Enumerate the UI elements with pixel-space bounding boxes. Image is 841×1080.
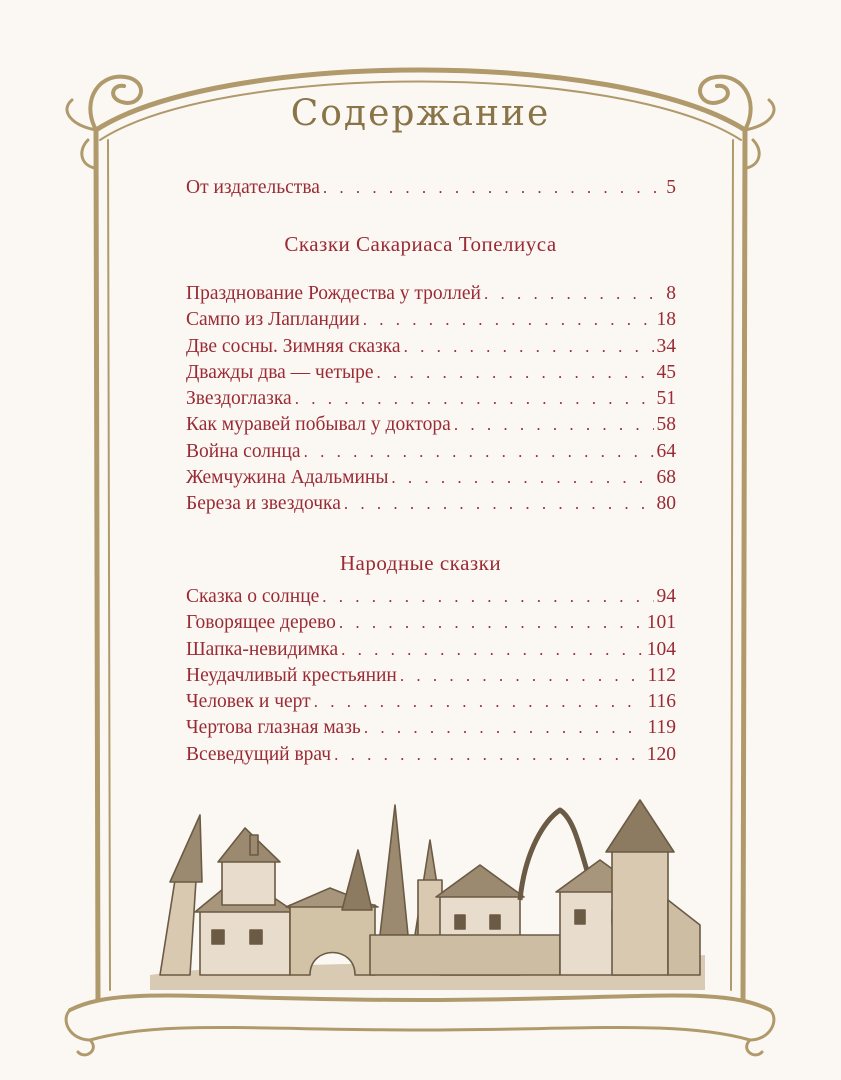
toc-entry-title: Береза и звездочка: [186, 493, 341, 515]
toc-intro: [186, 175, 676, 201]
toc-entry-title: Чертова глазная мазь: [186, 717, 361, 739]
toc-entry-title: Сказка о солнце: [186, 586, 320, 607]
toc-entry-page: 18: [656, 309, 676, 331]
toc-entry-title: Празднование Рождества у троллей: [186, 283, 481, 304]
toc-entry: [186, 610, 676, 636]
toc-entry-title: Звездоглазка: [186, 388, 292, 410]
toc-entry-title: Дважды два — четыре: [186, 361, 374, 383]
toc-entry: [186, 439, 676, 465]
toc-leader-dots: [322, 584, 653, 610]
section-heading-topelius: Сказки Сакариаса Топелиуса: [284, 232, 557, 256]
toc-entry-page: 119: [647, 717, 676, 739]
toc-entry-title: Говорящее дерево: [186, 612, 336, 634]
toc-leader-dots: [304, 439, 654, 465]
toc-leader-dots: [314, 689, 645, 715]
section-heading-folk: Народные сказки: [339, 551, 502, 575]
toc-entry: [186, 689, 676, 715]
toc-entry-page: 8: [666, 283, 676, 304]
toc-entry: [186, 465, 676, 491]
toc-leader-dots: [377, 360, 654, 386]
toc-entry: [186, 175, 676, 201]
toc-leader-dots: [484, 281, 663, 307]
toc-leader-dots: [344, 491, 654, 517]
toc-entry-title: Жемчужина Адальмины: [186, 467, 389, 489]
page-title: Содержание: [290, 93, 551, 134]
village-illustration: [0, 790, 841, 1080]
toc-entry-title: Всеведущий врач: [186, 743, 332, 765]
toc-entry-page: 112: [647, 664, 676, 686]
toc-section-folk: [186, 584, 676, 768]
toc-entry: [186, 334, 676, 360]
toc-entry-page: 68: [656, 467, 676, 489]
toc-entry-page: 120: [646, 743, 676, 765]
toc-leader-dots: [391, 465, 653, 491]
toc-entry-page: 101: [646, 612, 676, 634]
toc-entry-title: Неудачливый крестьянин: [186, 664, 397, 686]
toc-leader-dots: [400, 663, 645, 689]
toc-leader-dots: [323, 175, 663, 201]
toc-entry-title: Война солнца: [186, 440, 301, 462]
toc-leader-dots: [339, 610, 644, 636]
toc-entry: [186, 663, 676, 689]
toc-entry-title: Человек и черт: [186, 691, 311, 713]
toc-leader-dots: [295, 386, 654, 412]
toc-leader-dots: [334, 742, 644, 768]
toc-entry-page: 34: [656, 335, 676, 357]
toc-leader-dots: [341, 637, 644, 663]
toc-leader-dots: [364, 715, 645, 741]
toc-entry-title: От издательства: [186, 177, 320, 198]
toc-entry: [186, 584, 676, 610]
toc-entry: [186, 386, 676, 412]
toc-entry: [186, 281, 676, 307]
toc-entry-page: 80: [656, 493, 676, 515]
toc-entry: [186, 360, 676, 386]
toc-entry: [186, 412, 676, 438]
toc-entry: [186, 637, 676, 663]
toc-entry-page: 5: [666, 177, 676, 198]
toc-entry-title: Шапка-невидимка: [186, 638, 339, 660]
toc-entry-page: 51: [656, 388, 676, 410]
toc-section-topelius: [186, 281, 676, 518]
toc-leader-dots: [363, 307, 654, 333]
toc-entry: [186, 491, 676, 517]
toc-entry-page: 45: [656, 361, 676, 383]
toc-entry: [186, 715, 676, 741]
toc-entry: [186, 307, 676, 333]
toc-entry-page: 94: [656, 586, 676, 607]
toc-entry-title: Сампо из Лапландии: [186, 309, 360, 331]
toc-leader-dots: [454, 412, 654, 438]
toc-entry: [186, 742, 676, 768]
toc-entry-page: 104: [646, 638, 676, 660]
toc-entry-page: 64: [656, 440, 676, 462]
toc-entry-title: Две сосны. Зимняя сказка: [186, 335, 401, 357]
toc-entry-page: 116: [647, 691, 676, 713]
toc-leader-dots: [404, 334, 654, 360]
toc-entry-page: 58: [656, 414, 676, 436]
toc-entry-title: Как муравей побывал у доктора: [186, 414, 451, 436]
